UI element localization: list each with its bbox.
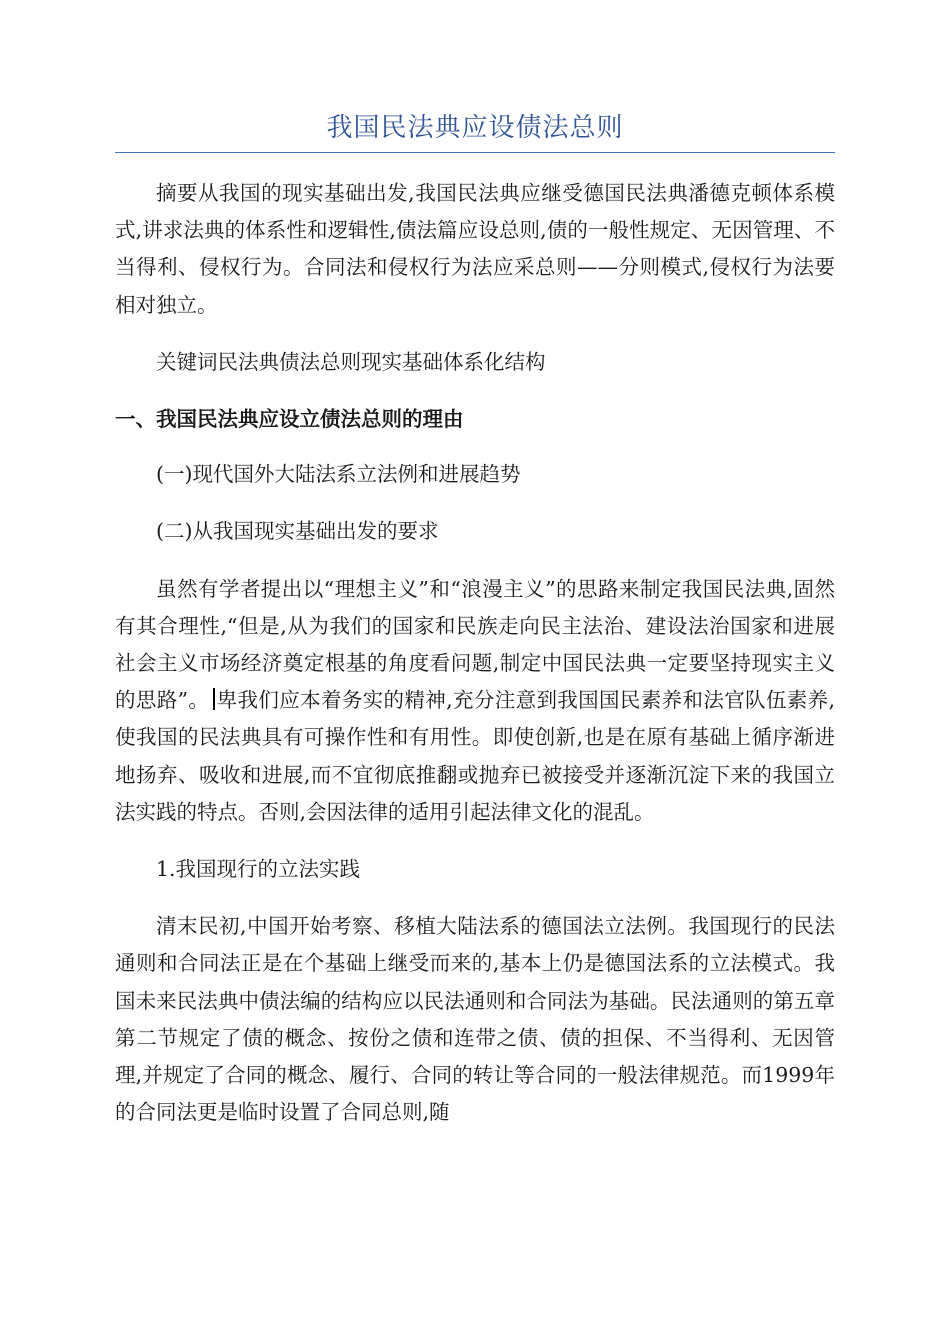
subsection-heading-2: (二)从我国现实基础出发的要求 <box>156 519 439 544</box>
keywords-line: 关键词民法典债法总则现实基础体系化结构 <box>156 349 546 374</box>
title-underline <box>115 152 835 153</box>
paragraph-text-after-cursor: 卑我们应本着务实的精神,充分注意到我国国民素养和法官队伍素养,使我国的民法典具有可操作性和有用性。即使创新,也是在原有基础上循序渐进地扬弃、吸收和进展,而不宜彻底推翻或抛弃已被接受并逐渐沉淀下来的我国立法实践的特点。否则,会因法律的适用引起法律文化的混乱。 <box>115 688 836 824</box>
body-paragraph-2: 清末民初,中国开始考察、移植大陆法系的德国法立法例。我国现行的民法通则和合同法正是在个基础上继受而来的,基本上仍是德国法系的立法模式。我国未来民法典中债法编的结构应以民法通则和合同法为基础。民法通则的第五章第二节规定了债的概念、按份之债和连带之债、债的担保、不当得利、无因管理,并规定了合同的概念、履行、合同的转让等合同的一般法律规范。而1999年的合同法更是临时设置了合同总则,随 <box>115 914 835 1125</box>
subsection-heading-1: (一)现代国外大陆法系立法例和进展趋势 <box>156 462 521 487</box>
numbered-heading-1: 1.我国现行的立法实践 <box>156 857 361 882</box>
body-paragraph-1 <box>115 571 835 831</box>
document-title: 我国民法典应设债法总则 <box>326 113 624 143</box>
document-page <box>115 108 835 1131</box>
text-cursor <box>213 688 215 710</box>
section-heading: 一、我国民法典应设立债法总则的理由 <box>115 407 464 432</box>
abstract-paragraph: 摘要从我国的现实基础出发,我国民法典应继受德国民法典潘德克顿体系模式,讲求法典的体系性和逻辑性,债法篇应设总则,债的一般性规定、无因管理、不当得利、侵权行为。合同法和侵权行为法应采总则——分则模式,侵权行为法要相对独立。 <box>115 181 835 317</box>
paragraph-text-before-cursor: 虽然有学者提出以“理想主义”和“浪漫主义”的思路来制定我国民法典,固然有其合理性,“但是,从为我们的国家和民族走向民主法治、建设法治国家和进展社会主义市场经济奠定根基的角度看问题,制定中国民法典一定要坚持现实主义的思路”。 <box>115 576 835 713</box>
